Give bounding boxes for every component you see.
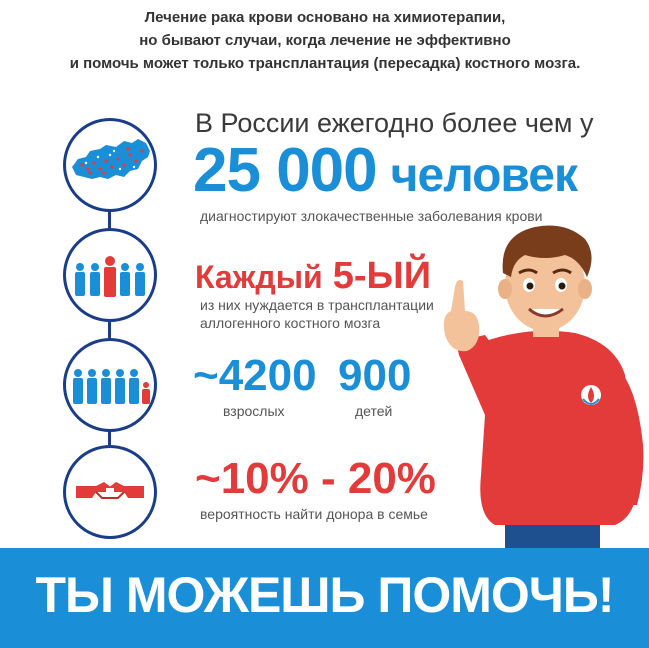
stat-people-word: человек [390,149,577,202]
stat-children-value: 900 [338,351,412,400]
stat-adults-value: ~4200 [193,351,317,400]
stat-people-number [193,138,577,209]
stat-people-caption: диагностируют злокачественные заболевания крови [200,208,543,224]
stat-people-value: 25 000 [193,136,377,205]
stat-fifth-caption-2: аллогенного костного мозга [200,315,381,331]
stat-donor-caption: вероятность найти донора в семье [200,506,428,522]
intro-line-2: но бывают случаи, когда лечение не эффективно [139,32,511,49]
stat-lead-text: В России ежегодно более чем у [195,108,594,138]
stat-fifth-heading [195,255,431,298]
intro-line-1: Лечение рака крови основано на химиотерапии, [144,9,506,26]
intro-line-3: и помочь может только трансплантация (пересадка) костного мозга. [69,55,581,72]
pointing-boy-illustration [415,215,649,560]
stat-fifth-word: Каждый [195,259,323,295]
intro-text [20,6,630,75]
stat-donor-value: ~10% - 20% [195,454,436,503]
people-group-icon [63,228,157,322]
handshake-icon [63,445,157,539]
stat-fifth-accent: 5-ЫЙ [332,255,432,297]
stat-children-label: детей [355,403,393,419]
stat-fifth-caption-1: из них нуждается в трансплантации [200,297,434,313]
russia-map-icon [63,118,157,212]
stat-adults-label: взрослых [223,403,285,419]
banner-text: ТЫ МОЖЕШЬ ПОМОЧЬ! [35,567,614,623]
family-icon [63,338,157,432]
